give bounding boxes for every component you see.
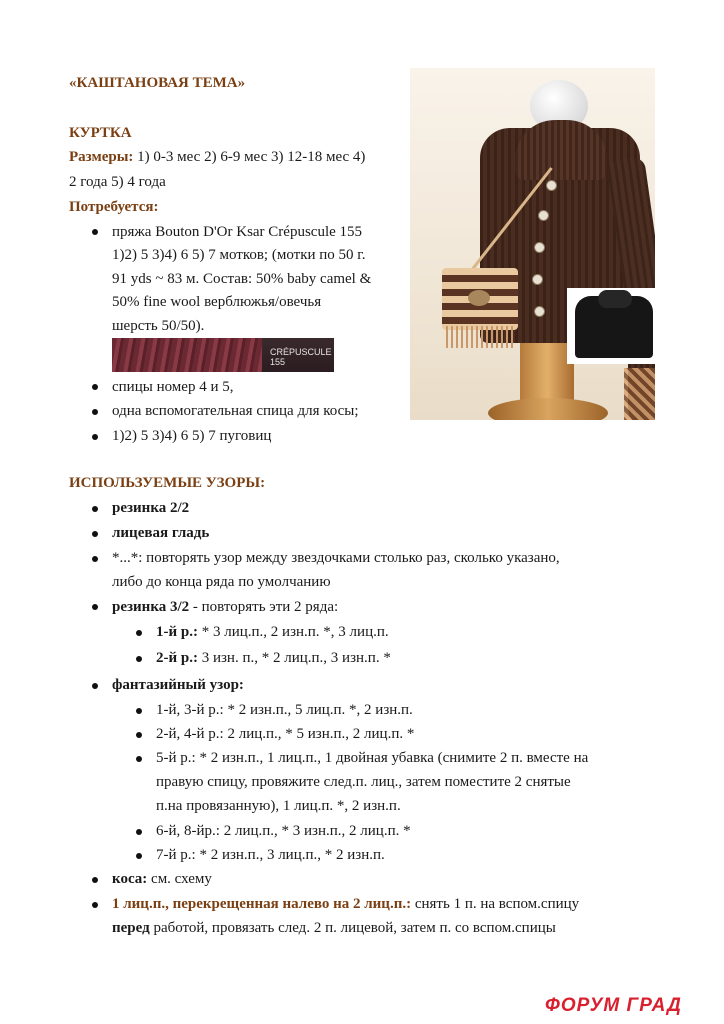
pattern-rib32 bbox=[112, 596, 338, 618]
repeat-line-1: *...*: повторять узор между звездочками столько раз, сколько указано, bbox=[112, 550, 560, 566]
bullet-icon bbox=[92, 506, 98, 512]
sizes-label: Размеры: bbox=[69, 149, 134, 165]
bullet-icon bbox=[92, 409, 98, 415]
rib32-row-1 bbox=[156, 621, 389, 643]
cable-label: коса: bbox=[112, 871, 148, 887]
yarn-label: CRÉPUSCULE 155 bbox=[262, 338, 334, 372]
required-label: Потребуется: bbox=[69, 199, 159, 215]
rib32-row2-label: 2-й р.: bbox=[156, 650, 198, 666]
document-title: «КАШТАНОВАЯ ТЕМА» bbox=[69, 75, 246, 91]
repeat-line-2: либо до конца ряда по умолчанию bbox=[112, 574, 331, 590]
sizes-text-1: 1) 0-3 мес 2) 6-9 мес 3) 12-18 мес 4) bbox=[133, 149, 366, 165]
bullet-icon bbox=[136, 829, 142, 835]
fancy-row: 1-й, 3-й р.: * 2 изн.п., 5 лиц.п. *, 2 изн.п. bbox=[156, 702, 413, 718]
bullet-icon bbox=[92, 604, 98, 610]
rib32-row-2 bbox=[156, 647, 391, 669]
fancy-row: п.на провязанную), 1 лиц.п. *, 2 изн.п. bbox=[156, 798, 401, 814]
section-heading-patterns: ИСПОЛЬЗУЕМЫЕ УЗОРЫ: bbox=[69, 475, 266, 491]
fancy-row: 5-й р.: * 2 изн.п., 1 лиц.п., 1 двойная убавка (снимите 2 п. вместе на bbox=[156, 750, 589, 766]
rib32-label: резинка 3/2 bbox=[112, 599, 190, 615]
pattern-stockinette: лицевая гладь bbox=[112, 525, 210, 541]
sizes-line-2: 2 года 5) 4 года bbox=[69, 174, 166, 190]
pattern-rib22: резинка 2/2 bbox=[112, 500, 190, 516]
yarn-line-1: пряжа Bouton D'Or Ksar Crépuscule 155 bbox=[112, 224, 363, 240]
bullet-icon bbox=[136, 708, 142, 714]
cross-text: снять 1 п. на вспом.спицу bbox=[411, 896, 580, 912]
pattern-cross bbox=[112, 893, 579, 915]
yarn-line-5: шерсть 50/50). bbox=[112, 318, 205, 334]
yarn-line-4: 50% fine wool верблюжья/овечья bbox=[112, 294, 322, 310]
bullet-icon bbox=[92, 683, 98, 689]
cross-line2-bold: перед bbox=[112, 920, 150, 936]
rib32-row2-text: 3 изн. п., * 2 лиц.п., 3 изн.п. * bbox=[197, 650, 391, 666]
bullet-icon bbox=[136, 756, 142, 762]
cross-line2-text: работой, провязать след. 2 п. лицевой, затем п. со вспом.спицы bbox=[149, 920, 556, 936]
pattern-cable bbox=[112, 868, 212, 890]
bullet-icon bbox=[92, 556, 98, 562]
section-heading-jacket: КУРТКА bbox=[69, 125, 132, 141]
pattern-fancy: фантазийный узор: bbox=[112, 677, 244, 693]
bullet-icon bbox=[92, 229, 98, 235]
fancy-row: 2-й, 4-й р.: 2 лиц.п., * 5 изн.п., 2 лиц.п. * bbox=[156, 726, 415, 742]
yarn-line-2: 1)2) 5 3)4) 6 5) 7 мотков; (мотки по 50 г. bbox=[112, 247, 366, 263]
pattern-cross-line-2 bbox=[112, 917, 556, 939]
fancy-row: правую спицу, провяжите след.п. лиц., затем поместите 2 снятые bbox=[156, 774, 571, 790]
cable-text: см. схему bbox=[147, 871, 212, 887]
bullet-icon bbox=[136, 853, 142, 859]
forum-watermark: ФОРУМ ГРАД bbox=[545, 995, 682, 1016]
bullet-icon bbox=[136, 656, 142, 662]
yarn-sample-image bbox=[112, 338, 334, 372]
bullet-icon bbox=[136, 732, 142, 738]
rib32-row1-text: * 3 лиц.п., 2 изн.п. *, 3 лиц.п. bbox=[197, 624, 389, 640]
fancy-row: 7-й р.: * 2 изн.п., 3 лиц.п., * 2 изн.п. bbox=[156, 847, 385, 863]
yarn-line-3: 91 yds ~ 83 м. Состав: 50% baby camel & bbox=[112, 271, 372, 287]
needles-text: спицы номер 4 и 5, bbox=[112, 379, 234, 395]
bullet-icon bbox=[92, 902, 98, 908]
bullet-icon bbox=[136, 630, 142, 636]
yarn-strands bbox=[112, 338, 272, 372]
bullet-icon bbox=[92, 384, 98, 390]
sizes-line-1 bbox=[69, 146, 365, 168]
rib32-row1-label: 1-й р.: bbox=[156, 624, 198, 640]
bullet-icon bbox=[92, 434, 98, 440]
cross-label: 1 лиц.п., перекрещенная налево на 2 лиц.п.: bbox=[112, 896, 412, 912]
buttons-text: 1)2) 5 3)4) 6 5) 7 пуговиц bbox=[112, 428, 272, 444]
bullet-icon bbox=[92, 531, 98, 537]
fancy-row: 6-й, 8-йр.: 2 лиц.п., * 3 изн.п., 2 лиц.п. * bbox=[156, 823, 411, 839]
cable-needle-text: одна вспомогательная спица для косы; bbox=[112, 403, 359, 419]
bullet-icon bbox=[92, 877, 98, 883]
jacket-photo bbox=[410, 68, 655, 420]
rib32-rest: - повторять эти 2 ряда: bbox=[189, 599, 339, 615]
